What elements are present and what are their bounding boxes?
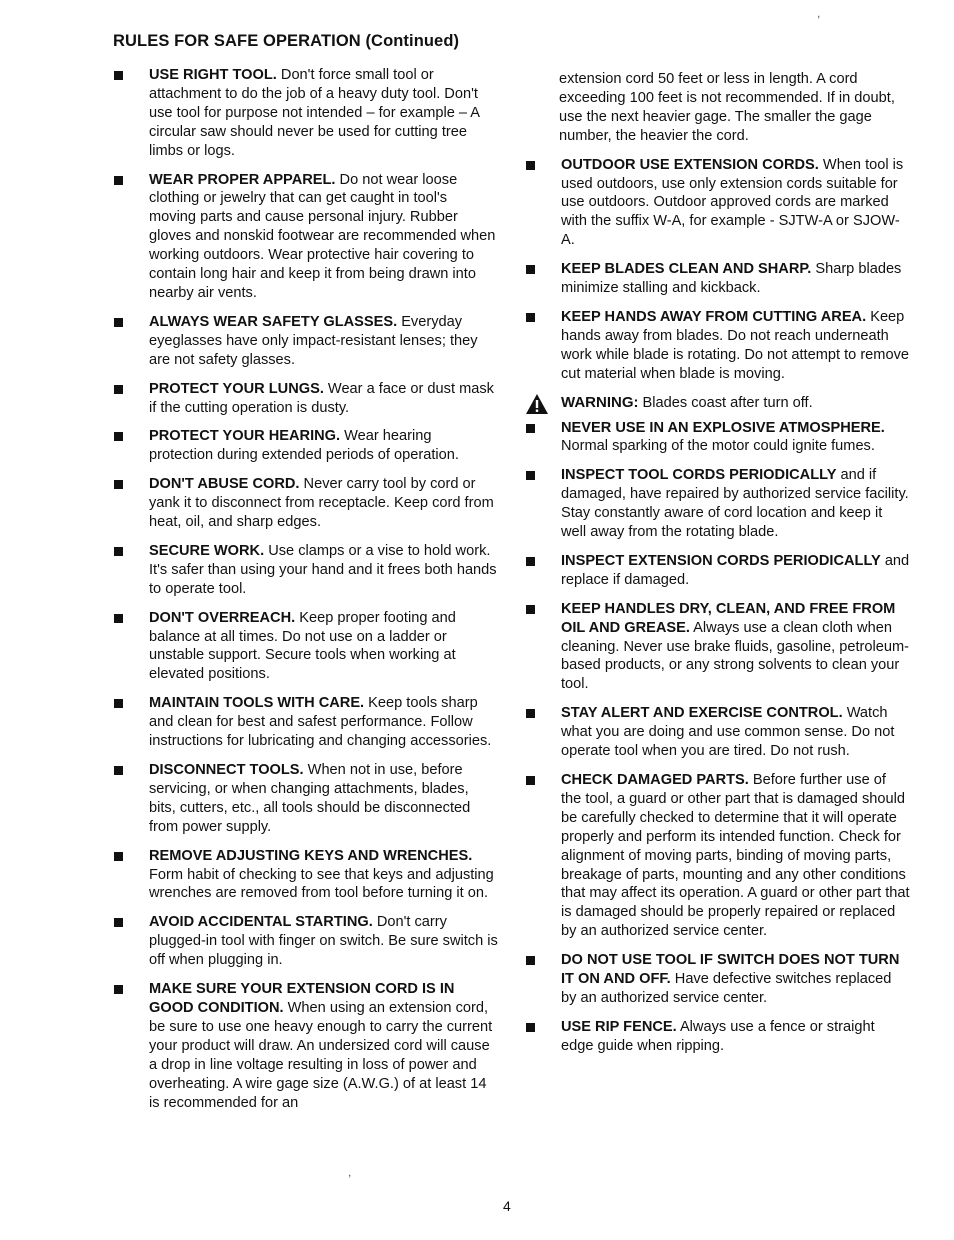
left-column xyxy=(113,66,498,1122)
rule-text: Wear a face or dust mask if the cutting operation is dusty. xyxy=(149,380,494,416)
rule-text: Always use a fence or straight edge guide when ripping. xyxy=(561,1018,875,1054)
rule-text: Don't carry plugged-in tool with finger on switch. Be sure switch is off when plugging in. xyxy=(149,914,498,969)
rule-item xyxy=(113,913,498,970)
rule-heading: REMOVE ADJUSTING KEYS AND WRENCHES. xyxy=(149,847,473,864)
bullet-icon xyxy=(114,432,123,441)
rule-item xyxy=(525,466,910,542)
rule-heading: KEEP BLADES CLEAN AND SHARP. xyxy=(561,261,812,278)
rule-item xyxy=(525,951,910,1008)
rule-heading: ALWAYS WEAR SAFETY GLASSES. xyxy=(149,313,398,330)
bullet-icon xyxy=(114,176,123,185)
rule-text: When not in use, before servicing, or when changing attachments, blades, bits, cutters, etc., all tools should be disconnected from power supply. xyxy=(149,762,471,835)
bullet-icon xyxy=(114,699,123,708)
rule-item xyxy=(525,419,910,457)
scan-mark: , xyxy=(817,6,821,20)
bullet-icon xyxy=(526,605,535,614)
rule-heading: SECURE WORK. xyxy=(149,542,265,559)
right-column xyxy=(525,70,910,1066)
rule-text: and if damaged, have repaired by authorized service facility. Stay constantly aware of cord location and keep it well away from the rotating blade. xyxy=(561,467,909,541)
rule-text: Use clamps or a vise to hold work. It's safer than using your hand and it frees both hands to operate tool. xyxy=(149,542,497,597)
rule-item xyxy=(113,66,498,161)
bullet-icon xyxy=(114,385,123,394)
rule-heading: DON'T ABUSE CORD. xyxy=(149,476,300,493)
rule-item xyxy=(525,552,910,590)
bullet-icon xyxy=(526,1023,535,1032)
rule-heading: KEEP HANDS AWAY FROM CUTTING AREA. xyxy=(561,308,867,325)
rule-heading: PROTECT YOUR LUNGS. xyxy=(149,380,324,397)
rule-item xyxy=(113,609,498,685)
rule-heading: KEEP HANDLES DRY, CLEAN, AND FREE FROM OIL AND GREASE. xyxy=(561,600,896,636)
rule-heading: INSPECT EXTENSION CORDS PERIODICALLY xyxy=(561,552,881,569)
rule-text: Wear hearing protection during extended periods of operation. xyxy=(149,428,459,464)
rule-item xyxy=(113,761,498,837)
rule-text: and replace if damaged. xyxy=(561,552,910,588)
rule-item xyxy=(525,308,910,384)
bullet-icon xyxy=(526,776,535,785)
bullet-icon xyxy=(114,766,123,775)
rule-item xyxy=(525,771,910,941)
rule-text: Don't force small tool or attachment to do the job of a heavy duty tool. Don't use tool for purpose not intended – for example – A circular saw should never be used for cutting tree limbs or logs. xyxy=(149,67,480,159)
rule-item xyxy=(525,704,910,761)
warning-text: Blades coast after turn off. xyxy=(638,394,813,411)
rule-text: Always use a clean cloth when cleaning. Never use brake fluids, gasoline, petroleum-based products, or any strong solvents to clean your tool. xyxy=(561,619,910,693)
bullet-icon xyxy=(526,161,535,170)
bullet-icon xyxy=(114,614,123,623)
rule-text: Keep hands away from blades. Do not reach underneath work while blade is rotating. Do not attempt to remove cut material when blade is moving. xyxy=(561,308,909,382)
rule-text: When using an extension cord, be sure to use one heavy enough to carry the current your product will draw. An undersized cord will cause a drop in line voltage resulting in loss of power and overheating. A wire gage size (A.W.G.) of at least 14 is recommended for an xyxy=(149,999,493,1111)
rule-text: Keep tools sharp and clean for best and safest performance. Follow instructions for lubricating and changing accessories. xyxy=(149,695,492,750)
rule-text: Form habit of checking to see that keys and adjusting wrenches are removed from tool before turning it on. xyxy=(149,866,494,902)
rule-heading: STAY ALERT AND EXERCISE CONTROL. xyxy=(561,705,843,722)
bullet-icon xyxy=(526,265,535,274)
rule-item xyxy=(525,1018,910,1056)
rule-heading: MAKE SURE YOUR EXTENSION CORD IS IN GOOD CONDITION. xyxy=(149,981,455,1016)
bullet-icon xyxy=(114,480,123,489)
rule-heading: NEVER USE IN AN EXPLOSIVE ATMOSPHERE. xyxy=(561,419,885,436)
rule-text: Keep proper footing and balance at all times. Do not use on a ladder or unstable support. Secure tools when working at elevated positions. xyxy=(149,609,456,683)
bullet-icon xyxy=(114,852,123,861)
warning-item xyxy=(525,394,910,413)
bullet-icon xyxy=(526,471,535,480)
rule-item xyxy=(113,980,498,1112)
rule-text: Everyday eyeglasses have only impact-resistant lenses; they are not safety glasses. xyxy=(149,313,478,368)
rule-item xyxy=(113,171,498,303)
rule-item xyxy=(113,847,498,904)
rule-text: Never carry tool by cord or yank it to disconnect from receptacle. Keep cord from heat, oil, and sharp edges. xyxy=(149,476,494,531)
bullet-icon xyxy=(526,424,535,433)
rule-heading: USE RIGHT TOOL. xyxy=(149,67,277,83)
page-title: RULES FOR SAFE OPERATION (Continued) xyxy=(113,32,460,50)
rule-text: Have defective switches replaced by an authorized service center. xyxy=(561,971,892,1006)
rule-heading: MAINTAIN TOOLS WITH CARE. xyxy=(149,695,365,712)
bullet-icon xyxy=(114,547,123,556)
bullet-icon xyxy=(114,71,123,80)
bullet-icon xyxy=(526,709,535,718)
rule-heading: DON'T OVERREACH. xyxy=(149,609,296,626)
warning-label: WARNING: xyxy=(561,393,639,411)
warning-triangle-icon xyxy=(525,393,549,415)
rule-text: Before further use of the tool, a guard or other part that is damaged should be carefully checked to determine that it will operate properly and perform its intended function. Check for alignment of moving parts, binding of moving parts, breakage of parts, mounting and any other conditions that may affect its operation. A guard or other part that is damaged should be properly repaired or replaced by an authorized service center. xyxy=(561,772,910,940)
bullet-icon xyxy=(526,557,535,566)
bullet-icon xyxy=(526,313,535,322)
rule-item xyxy=(113,313,498,370)
bullet-icon xyxy=(526,956,535,965)
rule-item xyxy=(525,156,910,251)
rule-heading: USE RIP FENCE. xyxy=(561,1018,677,1035)
rule-item xyxy=(113,694,498,751)
rule-text: Normal sparking of the motor could ignite fumes. xyxy=(561,438,875,455)
rule-heading: OUTDOOR USE EXTENSION CORDS. xyxy=(561,156,819,173)
rule-item xyxy=(113,475,498,532)
rule-item xyxy=(113,380,498,418)
rule-item xyxy=(113,542,498,599)
page-number: 4 xyxy=(503,1198,511,1214)
rule-text: Do not wear loose clothing or jewelry that can get caught in tool's moving parts and cause personal injury. Rubber gloves and nonskid footwear are recommended when working outdoors. Wear protective hair covering to contain long hair and keep it from being drawn into nearby air vents. xyxy=(149,171,496,301)
rule-text: When tool is used outdoors, use only extension cords suitable for use outdoors. Outdoor approved cords are marked with the suffix W-A, for example - SJTW-A or SJOW-A. xyxy=(561,156,904,249)
bullet-icon xyxy=(114,985,123,994)
rule-item xyxy=(525,260,910,298)
continued-paragraph xyxy=(525,70,910,146)
continued-text: extension cord 50 feet or less in length. A cord exceeding 100 feet is not recommended. If in doubt, use the next heavier gage. The smaller the gage number, the heavier the cord. xyxy=(559,71,895,144)
rule-heading: AVOID ACCIDENTAL STARTING. xyxy=(149,914,373,931)
rule-item xyxy=(525,600,910,695)
rule-heading: WEAR PROPER APPAREL. xyxy=(149,171,336,188)
rule-heading: DO NOT USE TOOL IF SWITCH DOES NOT TURN IT ON AND OFF. xyxy=(561,952,900,988)
bullet-icon xyxy=(114,318,123,327)
rule-heading: CHECK DAMAGED PARTS. xyxy=(561,772,749,788)
rule-heading: DISCONNECT TOOLS. xyxy=(149,762,304,778)
bullet-icon xyxy=(114,918,123,927)
scan-mark: , xyxy=(348,1165,352,1179)
rule-text: Sharp blades minimize stalling and kickback. xyxy=(561,261,902,297)
rule-text: Watch what you are doing and use common sense. Do not operate tool when you are tired. Do not rush. xyxy=(561,705,895,760)
rule-heading: INSPECT TOOL CORDS PERIODICALLY xyxy=(561,467,837,484)
rule-heading: PROTECT YOUR HEARING. xyxy=(149,428,341,445)
rule-item xyxy=(113,427,498,465)
